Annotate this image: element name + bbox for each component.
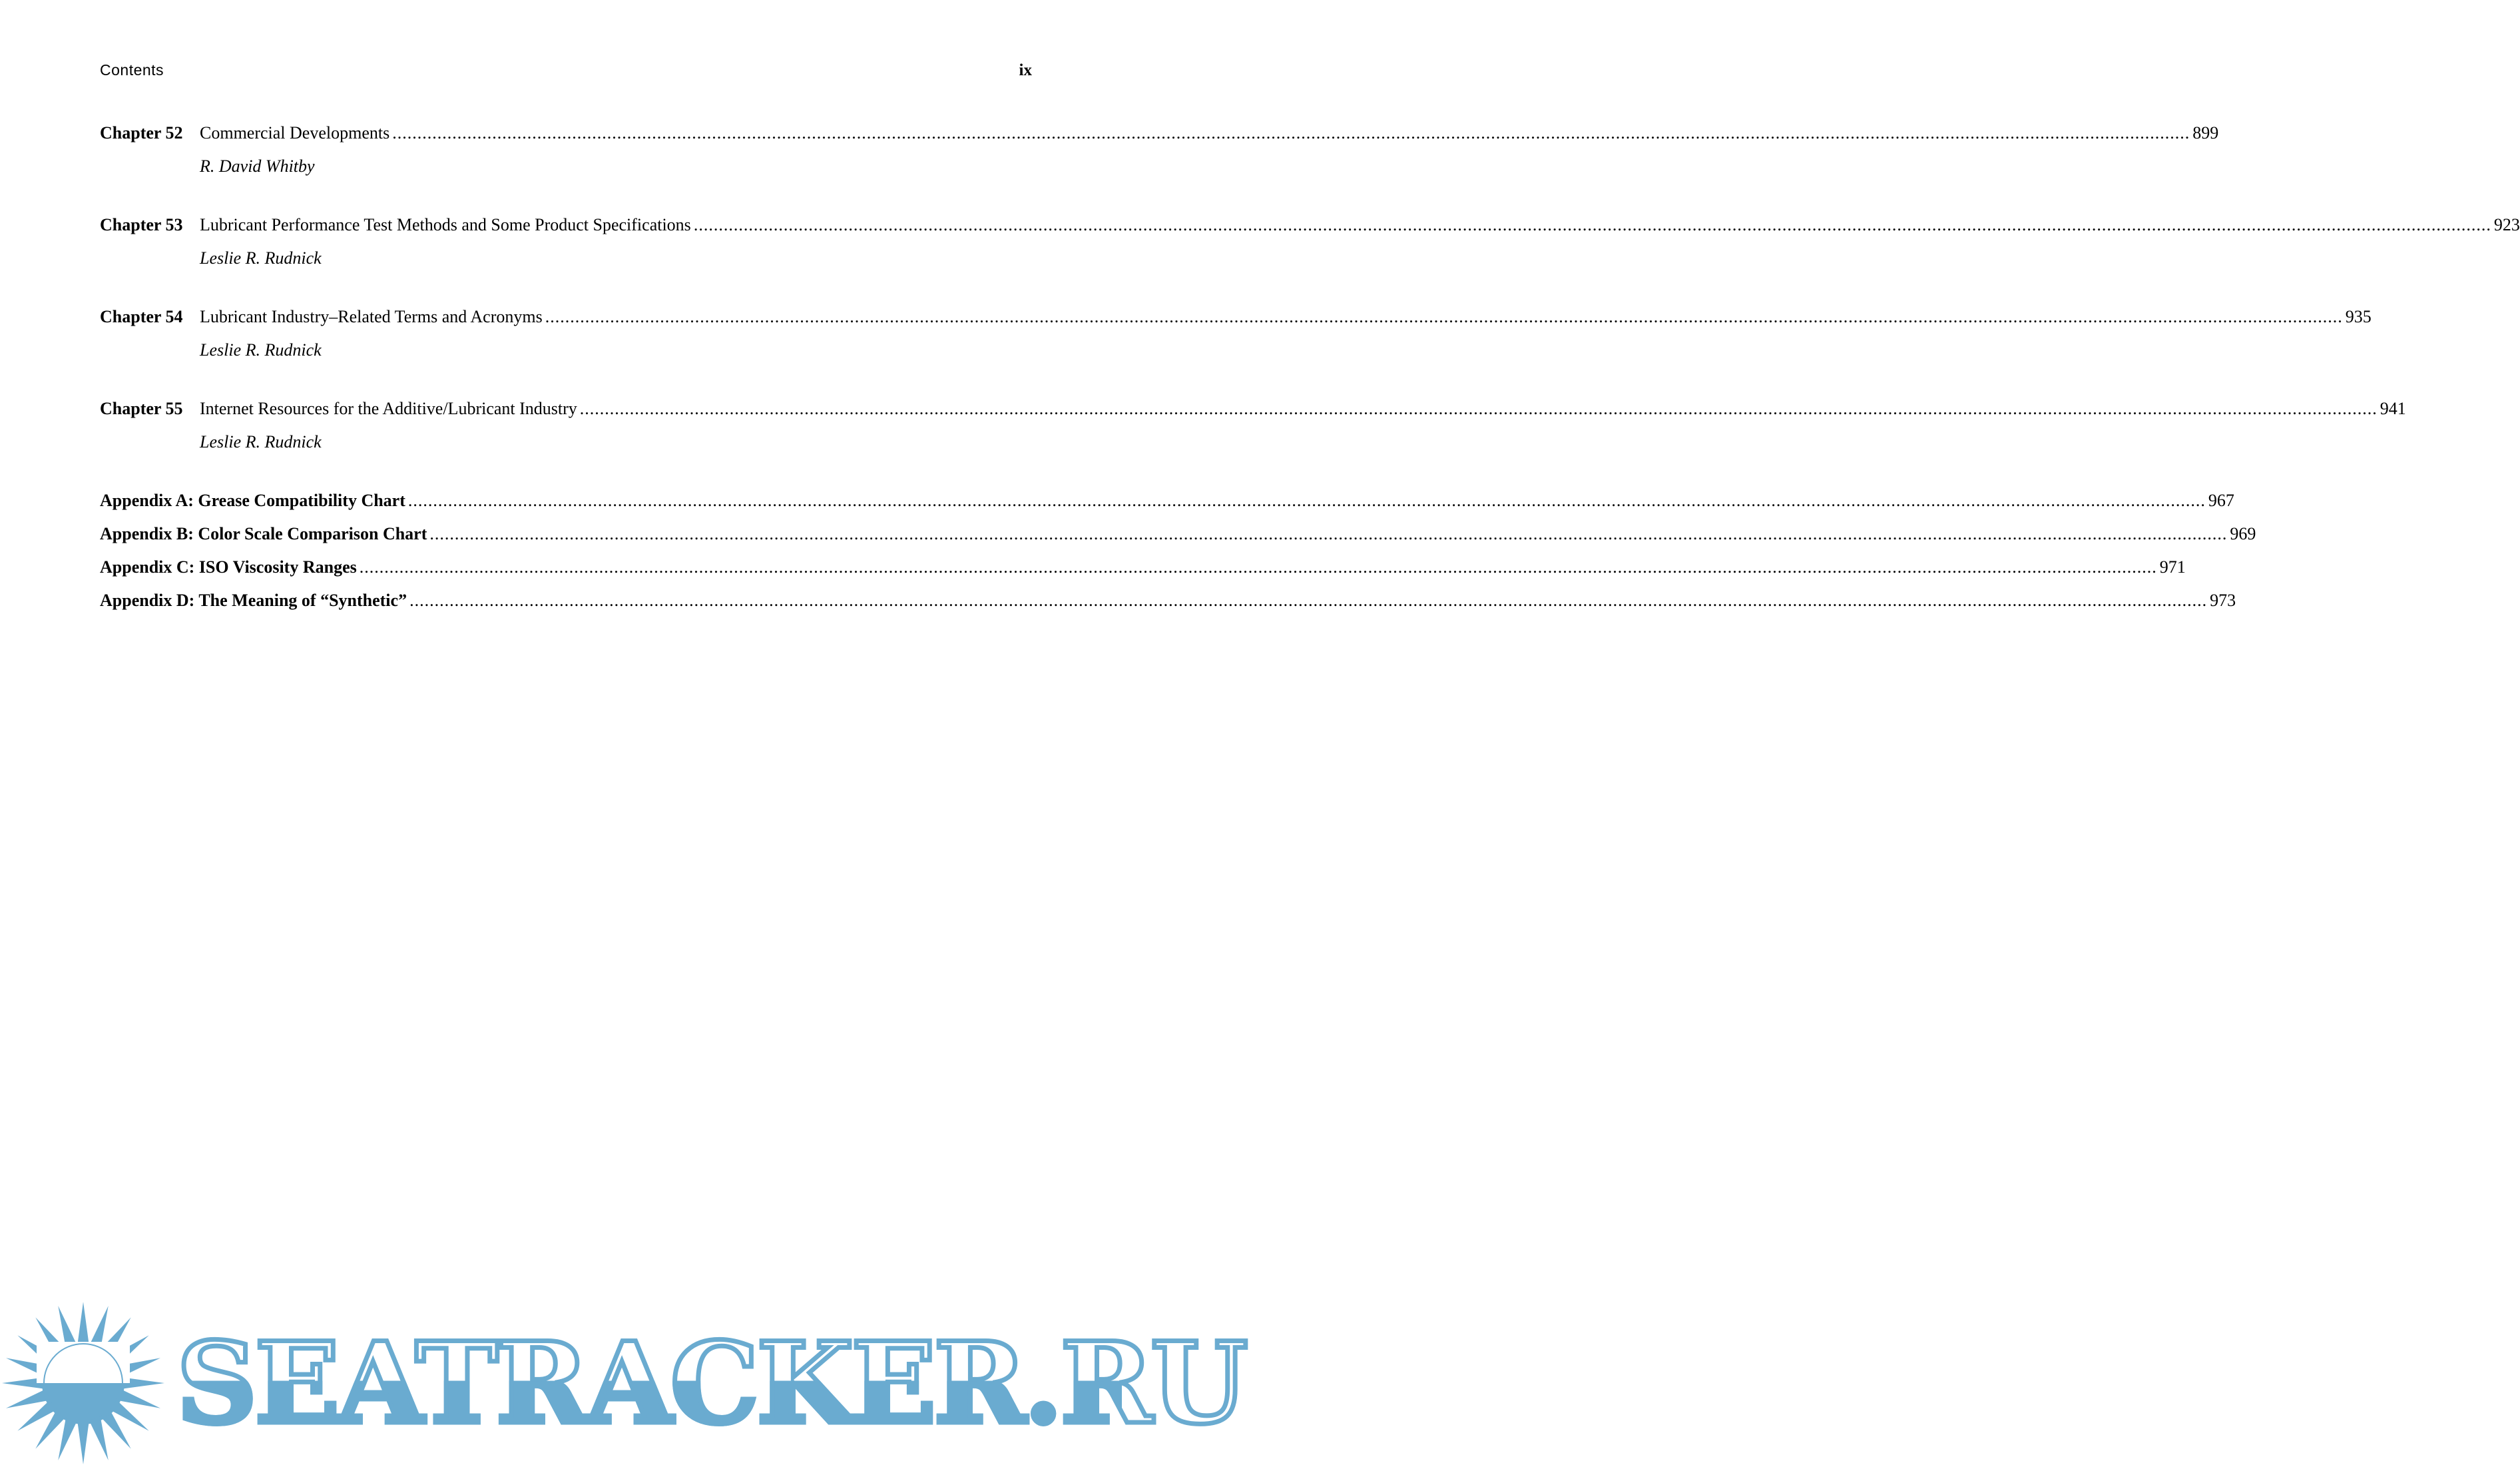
dot-leader <box>392 121 2190 145</box>
chapter-label: Chapter 55 <box>100 399 183 418</box>
chapter-author: Leslie R. Rudnick <box>200 248 322 268</box>
toc-line[interactable] <box>100 305 2372 329</box>
dot-leader <box>429 522 2227 546</box>
page-number: ix <box>1019 61 1032 79</box>
chapter-title: Commercial Developments <box>200 123 390 143</box>
dot-leader <box>580 397 2378 421</box>
chapter-page: 899 <box>2192 123 2219 143</box>
sun-ray <box>6 1390 47 1408</box>
toc-entry-appendix-d[interactable] <box>100 589 2236 613</box>
appendix-page: 973 <box>2210 591 2236 610</box>
toc-entry-appendix-b[interactable] <box>100 522 2256 546</box>
watermark-text: SEATRACKER.RU <box>176 1317 1246 1449</box>
appendix-title: Appendix C: ISO Viscosity Ranges <box>100 557 357 577</box>
sun-logo-icon <box>0 1295 173 1465</box>
toc-entry-chapter-52 <box>100 121 2219 178</box>
appendix-page: 967 <box>2208 491 2234 510</box>
sun-ray <box>78 1422 89 1464</box>
toc-entry-chapter-54 <box>100 305 2372 362</box>
toc-entry-appendix-a[interactable] <box>100 489 2234 513</box>
chapter-page: 935 <box>2345 307 2372 326</box>
toc-entry-appendix-c[interactable] <box>100 555 2186 579</box>
appendix-title: Appendix A: Grease Compatibility Chart <box>100 491 405 510</box>
chapter-page: 941 <box>2380 399 2406 418</box>
dot-leader <box>408 489 2206 513</box>
dot-leader <box>545 305 2343 329</box>
appendix-title: Appendix D: The Meaning of “Synthetic” <box>100 591 407 610</box>
chapter-title: Lubricant Industry–Related Terms and Acronyms <box>200 307 543 326</box>
running-head-title: Contents <box>100 61 164 79</box>
chapter-label: Chapter 54 <box>100 307 183 326</box>
toc-line[interactable] <box>100 213 2520 237</box>
dot-leader <box>409 589 2207 613</box>
chapter-title: Lubricant Performance Test Methods and Some Product Specifications <box>200 215 691 234</box>
sun-ray <box>58 1306 76 1347</box>
toc-line[interactable] <box>100 121 2219 145</box>
dot-leader <box>360 555 2157 579</box>
chapter-author: Leslie R. Rudnick <box>200 340 322 360</box>
sun-ray <box>90 1419 108 1460</box>
sun-ray <box>119 1390 160 1408</box>
toc-line[interactable] <box>100 397 2406 421</box>
chapter-author: Leslie R. Rudnick <box>200 432 322 451</box>
chapter-title: Internet Resources for the Additive/Lubricant Industry <box>200 399 577 418</box>
appendix-title: Appendix B: Color Scale Comparison Chart <box>100 524 427 543</box>
sun-ray <box>90 1306 108 1347</box>
running-head <box>100 61 1032 80</box>
appendix-page: 969 <box>2230 524 2256 543</box>
dot-leader <box>694 213 2491 237</box>
sun-ray <box>78 1302 89 1344</box>
toc-entry-chapter-55 <box>100 397 2406 454</box>
chapter-label: Chapter 53 <box>100 215 183 234</box>
sun-ray <box>58 1419 76 1460</box>
appendix-list <box>100 489 2256 613</box>
chapter-author: R. David Whitby <box>200 156 315 176</box>
chapter-page: 923 <box>2493 215 2520 234</box>
chapter-label: Chapter 52 <box>100 123 183 143</box>
toc-entry-chapter-53 <box>100 213 2520 270</box>
appendix-page: 971 <box>2159 557 2186 577</box>
table-of-contents <box>100 121 2520 622</box>
